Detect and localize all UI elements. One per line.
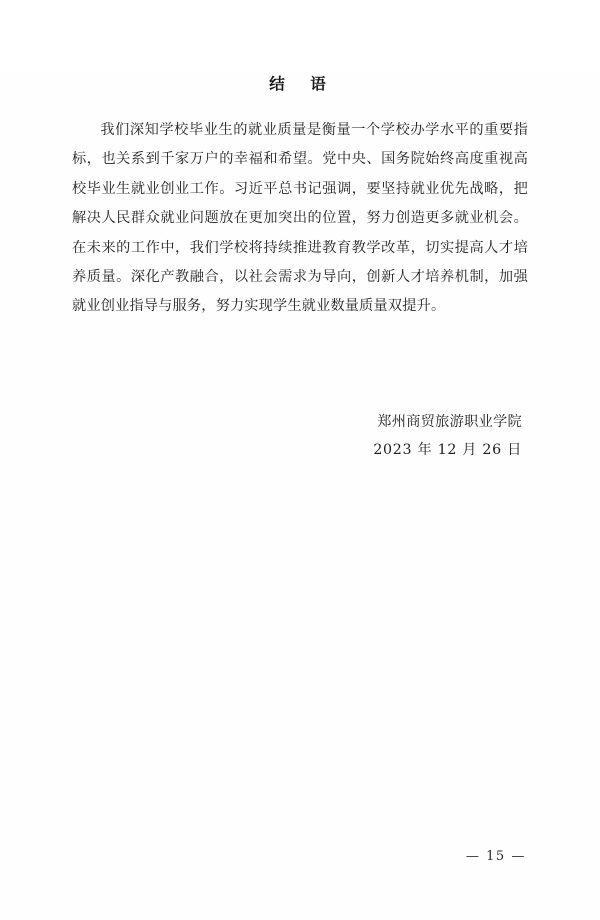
document-body (72, 116, 528, 322)
page-title: 结 语 (269, 74, 331, 93)
signature-block (72, 408, 528, 465)
document-page (0, 72, 600, 920)
signature-organization: 郑州商贸旅游职业学院 (377, 413, 522, 430)
signature-date: 2023 年 12 月 26 日 (373, 442, 522, 459)
page-number: — 15 — (465, 849, 526, 864)
body-paragraph: 我们深知学校毕业生的就业质量是衡量一个学校办学水平的重要指标，也关系到千家万户的幸福和希望。党中央、国务院始终高度重视高校毕业生就业创业工作。习近平总书记强调，要坚持就业优先战略，把解决人民群众就业问题放在更加突出的位置，努力创造更多就业机会。在未来的工作中，我们学校将持续推进教育教学改革，切实提高人才培养质量。深化产教融合，以社会需求为导向，创新人才培养机制，加强就业创业指导与服务，努力实现学生就业数量质量双提升。 (72, 122, 528, 315)
